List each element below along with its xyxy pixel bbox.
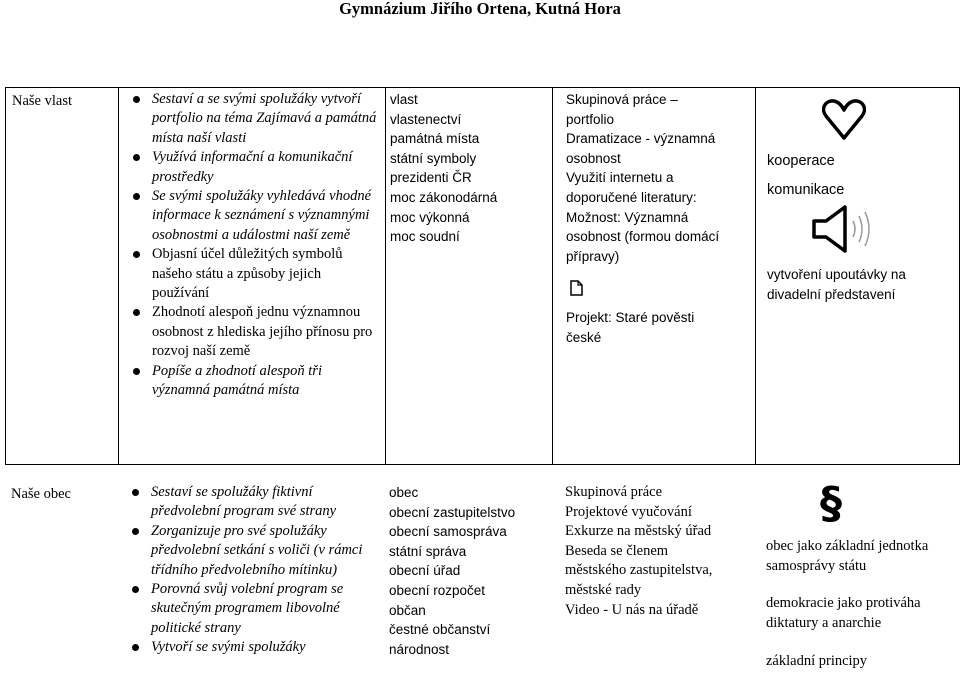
outcome-item xyxy=(127,90,379,148)
method-item: městského zastupitelstva, xyxy=(565,562,713,579)
bullet-icon xyxy=(133,251,140,258)
outcomes-list xyxy=(126,483,379,658)
outcome-item xyxy=(127,362,379,401)
bullet-icon xyxy=(132,489,139,496)
methods-cell xyxy=(552,477,755,683)
bullet-icon xyxy=(133,193,140,200)
outcomes-cell xyxy=(118,87,385,465)
competence-item: vytvoření upoutávky na divadelní představení xyxy=(767,267,906,302)
table-row xyxy=(5,87,960,465)
topic-cell xyxy=(5,87,118,465)
bullet-icon xyxy=(132,644,139,651)
concept-item: obecní samospráva xyxy=(389,524,507,540)
document-icon xyxy=(570,280,751,302)
outcome-text: Se svými spolužáky vyhledává vhodné informace k seznámení s významnými osobnostmi a událostmi naší země xyxy=(152,188,372,243)
concept-item: moc soudní xyxy=(390,229,460,245)
concept-item: obec xyxy=(389,485,419,500)
competences-cell xyxy=(755,477,960,683)
bullet-icon xyxy=(133,368,140,375)
competence-item: demokracie jako protiváha diktatury a anarchie xyxy=(766,595,921,631)
topic-cell xyxy=(5,477,118,683)
concept-item: obecní úřad xyxy=(389,563,461,579)
outcome-text: Sestaví a se svými spolužáky vytvoří portfolio na téma Zajímavá a památná místa naší vlasti xyxy=(152,91,377,146)
outcome-text: Zhodnotí alespoň jednu významnou osobnost z hlediska jejího přínosu pro rozvoj naší země xyxy=(152,304,373,360)
outcome-text: Využívá informační a komunikační prostředky xyxy=(152,149,353,185)
method-item: přípravy) xyxy=(566,248,620,264)
outcomes-list xyxy=(127,90,379,401)
concept-item: národnost xyxy=(389,641,450,657)
concept-item: památná místa xyxy=(390,131,480,147)
outcome-text: Objasní účel důležitých symbolů našeho státu a způsoby jejich používání xyxy=(152,246,343,302)
competence-item: obec jako základní jednotka samosprávy státu xyxy=(766,538,929,574)
outcome-item xyxy=(126,522,379,580)
method-item: Využití internetu a xyxy=(566,170,674,186)
method-item: portfolio xyxy=(566,111,615,127)
outcome-text: Popíše a zhodnotí alespoň tři významná památná místa xyxy=(152,362,322,399)
outcome-item xyxy=(127,148,379,187)
concept-item: občan xyxy=(389,602,426,618)
methods-cell xyxy=(552,87,755,465)
method-item: Skupinová práce – xyxy=(566,92,678,107)
bullet-icon xyxy=(132,528,139,535)
method-item: osobnost (formou domácí xyxy=(566,229,720,245)
outcome-item xyxy=(127,245,379,303)
outcome-item xyxy=(127,187,379,245)
method-item: české xyxy=(566,329,602,345)
concept-item: státní symboly xyxy=(390,150,477,166)
method-item: Beseda se členem xyxy=(565,542,669,559)
outcome-item xyxy=(127,303,379,361)
competence-item: komunikace xyxy=(767,182,845,199)
heart-icon xyxy=(822,99,957,146)
concept-item: obecní zastupitelstvo xyxy=(389,504,516,520)
table-row xyxy=(5,477,960,683)
method-item: doporučené literatury: xyxy=(566,189,697,205)
concept-item: moc výkonná xyxy=(390,209,470,225)
outcome-text: Zorganizuje pro své spolužáky předvolební setkání s voliči (v rámci třídního předvolebního mítinku) xyxy=(151,522,363,578)
concepts-cell xyxy=(385,477,552,683)
bullet-icon xyxy=(133,154,140,161)
paragraph-icon: § xyxy=(820,478,842,529)
method-item: městské rady xyxy=(565,581,642,598)
competence-item: základní principy xyxy=(766,653,868,670)
speaker-icon xyxy=(811,205,957,259)
method-item: osobnost xyxy=(566,150,621,166)
concept-item: prezidenti ČR xyxy=(390,170,472,186)
outcome-item xyxy=(126,580,379,638)
outcome-item xyxy=(126,638,379,657)
outcome-text: Vytvoří se svými spolužáky xyxy=(151,639,306,656)
method-item: Dramatizace - významná xyxy=(566,131,716,147)
concept-item: vlast xyxy=(390,92,418,107)
method-item: Video - U nás na úřadě xyxy=(565,601,699,618)
outcome-item xyxy=(126,483,379,522)
outcome-text: Porovná svůj volební program se skutečným programem libovolné politické strany xyxy=(151,581,344,636)
competence-item: kooperace xyxy=(767,152,835,169)
competences-cell xyxy=(755,87,960,465)
method-item: Možnost: Významná xyxy=(566,209,689,225)
method-item: Projekt: Staré pověsti xyxy=(566,309,695,325)
concept-item: vlastenectví xyxy=(390,111,462,127)
concept-item: čestné občanství xyxy=(389,622,491,638)
outcome-text: Sestaví se spolužáky fiktivní předvolební program své strany xyxy=(151,484,337,520)
concept-item: moc zákonodárná xyxy=(390,189,498,205)
method-item: Projektové vyučování xyxy=(565,503,692,520)
bullet-icon xyxy=(133,309,140,316)
page-title: Gymnázium Jiřího Ortena, Kutná Hora xyxy=(339,0,621,18)
topic-label: Naše obec xyxy=(11,486,71,502)
method-item: Skupinová práce xyxy=(565,484,663,500)
topic-label: Naše vlast xyxy=(12,93,72,109)
outcomes-cell xyxy=(118,477,385,683)
method-item: Exkurze na městský úřad xyxy=(565,523,712,540)
bullet-icon xyxy=(133,96,140,103)
concept-item: státní správa xyxy=(389,543,467,559)
concept-item: obecní rozpočet xyxy=(389,582,486,598)
bullet-icon xyxy=(132,586,139,593)
concepts-cell xyxy=(385,87,552,465)
